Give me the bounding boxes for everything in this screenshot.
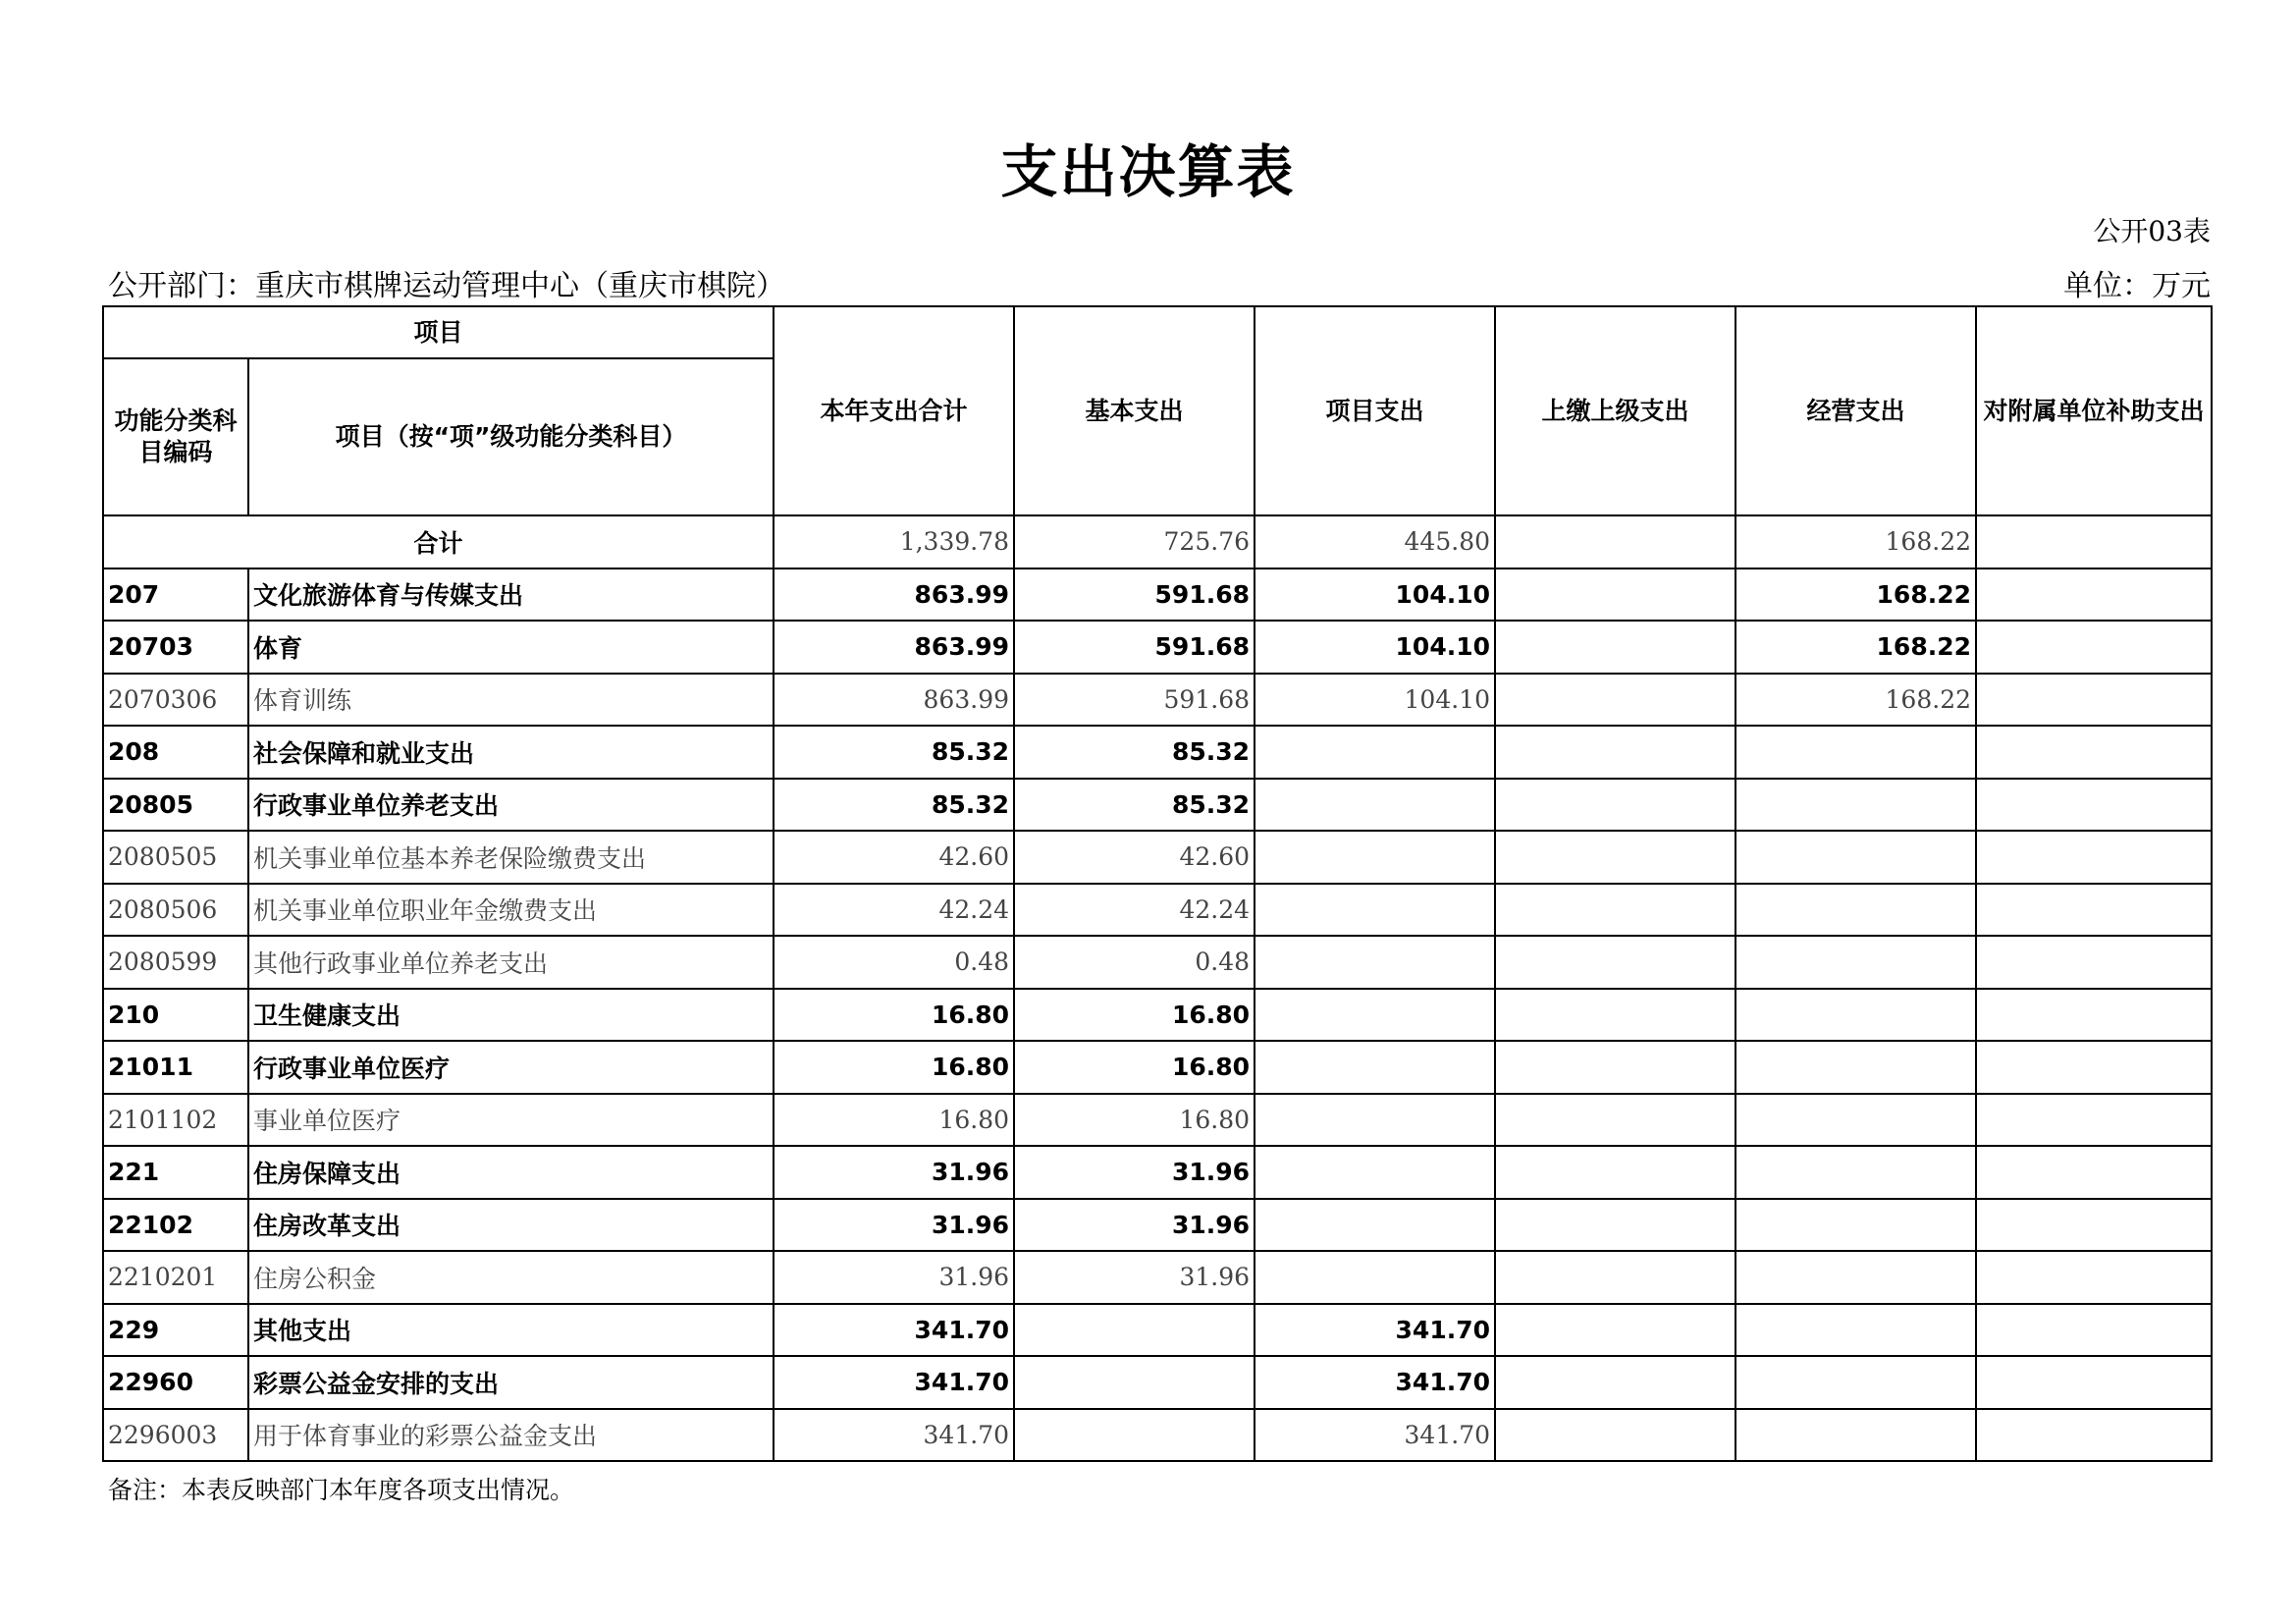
total-cell: 16.80 (774, 1094, 1014, 1147)
code-cell: 20703 (103, 621, 248, 674)
total-cell: 85.32 (774, 726, 1014, 779)
name-cell: 住房公积金 (248, 1251, 774, 1304)
table-row (103, 568, 2212, 622)
subsidy-cell (1976, 568, 2212, 622)
subsidy-cell (1976, 1304, 2212, 1357)
basic-cell: 16.80 (1014, 1041, 1255, 1094)
business-cell: 168.22 (1735, 674, 1976, 727)
total-cell: 42.60 (774, 831, 1014, 884)
subsidy-cell (1976, 936, 2212, 989)
subsidy-cell (1976, 884, 2212, 937)
table-row (103, 726, 2212, 779)
total-cell: 863.99 (774, 621, 1014, 674)
code-cell: 221 (103, 1146, 248, 1199)
total-cell: 16.80 (774, 1041, 1014, 1094)
upper-cell (1495, 1041, 1735, 1094)
basic-cell: 31.96 (1014, 1199, 1255, 1252)
business-cell (1735, 1251, 1976, 1304)
business-cell: 168.22 (1735, 568, 1976, 622)
header-basic: 基本支出 (1014, 306, 1255, 515)
upper-cell (1495, 1356, 1735, 1409)
business-cell: 168.22 (1735, 515, 1976, 568)
name-cell: 社会保障和就业支出 (248, 726, 774, 779)
subsidy-cell (1976, 726, 2212, 779)
business-cell (1735, 726, 1976, 779)
name-cell: 体育 (248, 621, 774, 674)
code-cell: 22102 (103, 1199, 248, 1252)
project-cell: 104.10 (1255, 568, 1495, 622)
business-cell (1735, 779, 1976, 832)
project-cell: 104.10 (1255, 674, 1495, 727)
expenditure-table (102, 305, 2213, 1462)
upper-cell (1495, 884, 1735, 937)
name-cell: 住房保障支出 (248, 1146, 774, 1199)
upper-cell (1495, 779, 1735, 832)
total-cell: 341.70 (774, 1409, 1014, 1462)
business-cell (1735, 1356, 1976, 1409)
subsidy-cell (1976, 989, 2212, 1042)
total-cell: 0.48 (774, 936, 1014, 989)
table-row (103, 1041, 2212, 1094)
subsidy-cell (1976, 674, 2212, 727)
upper-cell (1495, 1094, 1735, 1147)
table-row (103, 1146, 2212, 1199)
upper-cell (1495, 621, 1735, 674)
basic-cell: 591.68 (1014, 568, 1255, 622)
project-cell (1255, 1094, 1495, 1147)
project-cell: 341.70 (1255, 1304, 1495, 1357)
subsidy-cell (1976, 1409, 2212, 1462)
total-cell: 31.96 (774, 1251, 1014, 1304)
subsidy-cell (1976, 515, 2212, 568)
table-row (103, 1094, 2212, 1147)
business-cell (1735, 989, 1976, 1042)
header-total: 本年支出合计 (774, 306, 1014, 515)
name-cell: 行政事业单位养老支出 (248, 779, 774, 832)
project-cell (1255, 831, 1495, 884)
header-project-expense: 项目支出 (1255, 306, 1495, 515)
basic-cell: 42.24 (1014, 884, 1255, 937)
project-cell (1255, 884, 1495, 937)
name-cell: 用于体育事业的彩票公益金支出 (248, 1409, 774, 1462)
upper-cell (1495, 515, 1735, 568)
business-cell (1735, 936, 1976, 989)
total-cell: 31.96 (774, 1146, 1014, 1199)
project-cell (1255, 726, 1495, 779)
project-cell: 445.80 (1255, 515, 1495, 568)
total-row (103, 515, 2212, 568)
total-label: 合计 (103, 515, 774, 568)
upper-cell (1495, 1409, 1735, 1462)
project-cell (1255, 1146, 1495, 1199)
basic-cell: 42.60 (1014, 831, 1255, 884)
project-cell: 104.10 (1255, 621, 1495, 674)
code-cell: 2070306 (103, 674, 248, 727)
subsidy-cell (1976, 1251, 2212, 1304)
table-row (103, 779, 2212, 832)
project-cell (1255, 779, 1495, 832)
code-cell: 229 (103, 1304, 248, 1357)
table-row (103, 936, 2212, 989)
table-row (103, 1356, 2212, 1409)
subsidy-cell (1976, 1041, 2212, 1094)
upper-cell (1495, 936, 1735, 989)
basic-cell: 31.96 (1014, 1146, 1255, 1199)
project-cell: 341.70 (1255, 1356, 1495, 1409)
page-title: 支出决算表 (1000, 138, 1296, 205)
upper-cell (1495, 1146, 1735, 1199)
code-cell: 210 (103, 989, 248, 1042)
table-row (103, 1251, 2212, 1304)
code-cell: 2210201 (103, 1251, 248, 1304)
basic-cell: 725.76 (1014, 515, 1255, 568)
name-cell: 机关事业单位职业年金缴费支出 (248, 884, 774, 937)
total-cell: 31.96 (774, 1199, 1014, 1252)
subsidy-cell (1976, 1199, 2212, 1252)
name-cell: 其他行政事业单位养老支出 (248, 936, 774, 989)
header-upper: 上缴上级支出 (1495, 306, 1735, 515)
code-cell: 20805 (103, 779, 248, 832)
project-cell: 341.70 (1255, 1409, 1495, 1462)
code-cell: 21011 (103, 1041, 248, 1094)
department-label: 公开部门：重庆市棋牌运动管理中心（重庆市棋院） (108, 269, 785, 303)
code-cell: 2296003 (103, 1409, 248, 1462)
form-number: 公开03表 (2093, 215, 2211, 247)
code-cell: 2080599 (103, 936, 248, 989)
upper-cell (1495, 568, 1735, 622)
name-cell: 机关事业单位基本养老保险缴费支出 (248, 831, 774, 884)
table-row (103, 831, 2212, 884)
name-cell: 体育训练 (248, 674, 774, 727)
basic-cell: 16.80 (1014, 1094, 1255, 1147)
upper-cell (1495, 674, 1735, 727)
business-cell (1735, 1094, 1976, 1147)
subsidy-cell (1976, 831, 2212, 884)
name-cell: 事业单位医疗 (248, 1094, 774, 1147)
upper-cell (1495, 1304, 1735, 1357)
business-cell (1735, 831, 1976, 884)
table-row (103, 674, 2212, 727)
header-subsidy: 对附属单位补助支出 (1976, 306, 2212, 515)
name-cell: 彩票公益金安排的支出 (248, 1356, 774, 1409)
footnote: 备注：本表反映部门本年度各项支出情况。 (108, 1476, 575, 1504)
code-cell: 2080505 (103, 831, 248, 884)
upper-cell (1495, 726, 1735, 779)
total-cell: 341.70 (774, 1304, 1014, 1357)
name-cell: 文化旅游体育与传媒支出 (248, 568, 774, 622)
unit-label: 单位：万元 (2063, 269, 2211, 303)
business-cell (1735, 1146, 1976, 1199)
subsidy-cell (1976, 621, 2212, 674)
total-cell: 863.99 (774, 568, 1014, 622)
total-cell: 42.24 (774, 884, 1014, 937)
subsidy-cell (1976, 1146, 2212, 1199)
business-cell (1735, 1304, 1976, 1357)
business-cell (1735, 1041, 1976, 1094)
basic-cell: 591.68 (1014, 621, 1255, 674)
total-cell: 16.80 (774, 989, 1014, 1042)
code-cell: 2080506 (103, 884, 248, 937)
header-project-name: 项目（按“项”级功能分类科目） (248, 358, 774, 515)
code-cell: 207 (103, 568, 248, 622)
subsidy-cell (1976, 1094, 2212, 1147)
header-business: 经营支出 (1735, 306, 1976, 515)
subsidy-cell (1976, 779, 2212, 832)
total-cell: 1,339.78 (774, 515, 1014, 568)
header-code: 功能分类科目编码 (103, 358, 248, 515)
code-cell: 2101102 (103, 1094, 248, 1147)
table-row (103, 621, 2212, 674)
upper-cell (1495, 831, 1735, 884)
table-row (103, 1304, 2212, 1357)
upper-cell (1495, 1199, 1735, 1252)
name-cell: 卫生健康支出 (248, 989, 774, 1042)
project-cell (1255, 1041, 1495, 1094)
basic-cell (1014, 1409, 1255, 1462)
basic-cell: 0.48 (1014, 936, 1255, 989)
code-cell: 208 (103, 726, 248, 779)
code-cell: 22960 (103, 1356, 248, 1409)
table-row (103, 989, 2212, 1042)
table-row (103, 1199, 2212, 1252)
name-cell: 住房改革支出 (248, 1199, 774, 1252)
basic-cell (1014, 1356, 1255, 1409)
basic-cell: 31.96 (1014, 1251, 1255, 1304)
basic-cell: 591.68 (1014, 674, 1255, 727)
upper-cell (1495, 1251, 1735, 1304)
table-row (103, 884, 2212, 937)
project-cell (1255, 936, 1495, 989)
table-row (103, 1409, 2212, 1462)
basic-cell (1014, 1304, 1255, 1357)
business-cell: 168.22 (1735, 621, 1976, 674)
basic-cell: 16.80 (1014, 989, 1255, 1042)
project-cell (1255, 1199, 1495, 1252)
business-cell (1735, 884, 1976, 937)
basic-cell: 85.32 (1014, 779, 1255, 832)
basic-cell: 85.32 (1014, 726, 1255, 779)
upper-cell (1495, 989, 1735, 1042)
total-cell: 85.32 (774, 779, 1014, 832)
business-cell (1735, 1199, 1976, 1252)
name-cell: 行政事业单位医疗 (248, 1041, 774, 1094)
name-cell: 其他支出 (248, 1304, 774, 1357)
total-cell: 863.99 (774, 674, 1014, 727)
subsidy-cell (1976, 1356, 2212, 1409)
project-cell (1255, 1251, 1495, 1304)
header-project: 项目 (103, 306, 774, 358)
project-cell (1255, 989, 1495, 1042)
total-cell: 341.70 (774, 1356, 1014, 1409)
business-cell (1735, 1409, 1976, 1462)
